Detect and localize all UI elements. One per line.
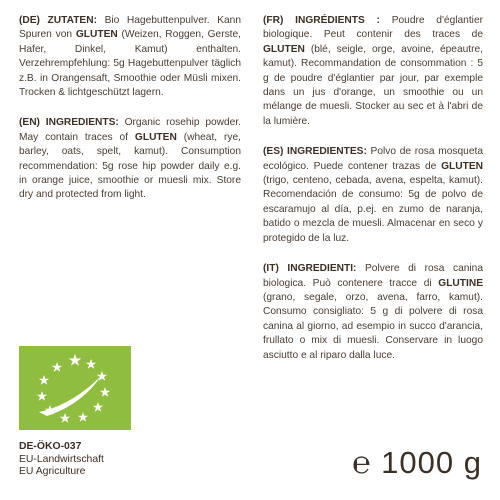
left-column: [19, 14, 241, 219]
star-icon: [69, 354, 82, 366]
text-en-2: (wheat, rye, barley, oats, spelt, kamut). Consumption recommendation: 5g rose hip powder daily e.g. in orange juice, smoothie or muesli mix. Store dry and protected from light.: [19, 131, 241, 201]
certification-origin-de: EU-Landwirtschaft: [19, 453, 104, 465]
net-weight: [352, 445, 482, 481]
text-de-2: (Weizen, Roggen, Gerste, Hafer, Dinkel, Kamut) enthalten. Verzehrempfehlung: 5g Hagebuttenpulver täglich z.B. in Orangensaft, Smoothie oder Müsli mixen. Trocken & lichtgeschützt lagern.: [19, 29, 242, 99]
allergen-it: GLUTINE: [438, 277, 483, 289]
text-it-2: (grano, segale, orzo, avena, farro, kamut). Consumo consigliato: 5 g di polvere di rosa canina al giorno, ad esempio in succo d'arancia, frullato o mix di muesli. Conservare in luogo asciutto e al riparo dalla luce.: [263, 291, 483, 361]
heading-de: (DE) ZUTATEN:: [19, 15, 97, 26]
heading-it: (IT) INGREDIENTI:: [263, 263, 357, 275]
eu-organic-leaf-logo-icon: [19, 346, 131, 430]
organic-leaf-icon: [19, 346, 131, 430]
heading-fr: (FR) INGRÉDIENTS :: [263, 15, 380, 26]
heading-en: (EN) INGREDIENTS:: [19, 117, 119, 129]
certification-code: DE-ÖKO-037: [19, 441, 82, 452]
text-fr-1: Poudre d'églantier biologique. Peut contenir des traces de: [263, 15, 483, 41]
certification-origin-en: EU Agriculture: [19, 466, 86, 478]
heading-es: (ES) INGREDIENTES:: [263, 146, 367, 158]
ingredients-es: [263, 145, 483, 246]
ingredients-de: [19, 14, 241, 100]
text-fr-2: (blé, seigle, orge, avoine, épeautre, kamut). Recommandation de consommation : 5 g de poudre d'églantier par jour, par exemple dans un jus d'orange, un smoothie ou un mélange de muesli. Stocker au sec et à l'abri de la lumière.: [263, 43, 483, 127]
ingredients-it: [263, 262, 483, 363]
text-es-1: Polvo de rosa mosqueta ecológico. Puede contener trazas de: [263, 146, 483, 172]
allergen-en: GLUTEN: [134, 131, 177, 143]
organic-certification: [19, 441, 104, 479]
text-it-1: Polvere di rosa canina biologica. Può contenere tracce di: [263, 263, 483, 289]
text-de-1: Bio Hagebuttenpulver. Kann Spuren von: [19, 15, 242, 41]
right-column: [263, 14, 483, 379]
net-weight-value: 1000 g: [381, 445, 482, 480]
text-es-2: (trigo, centeno, cebada, avena, espelta, kamut). Recomendación de consumo: 5g de polvo de escaramujo al día, p.ej. en zumo de naranja, batido o mezcla de muesli. Almacenar en seco y protegido de la luz.: [263, 175, 483, 244]
ingredients-fr: [263, 14, 483, 129]
allergen-de: GLUTEN: [75, 29, 118, 41]
estimated-sign-icon: ℮: [351, 445, 372, 480]
allergen-fr: GLUTEN: [263, 43, 305, 55]
ingredients-en: [19, 116, 241, 202]
allergen-es: GLUTEN: [441, 160, 483, 172]
text-en-1: Organic rosehip powder. May contain traces of: [19, 117, 242, 143]
